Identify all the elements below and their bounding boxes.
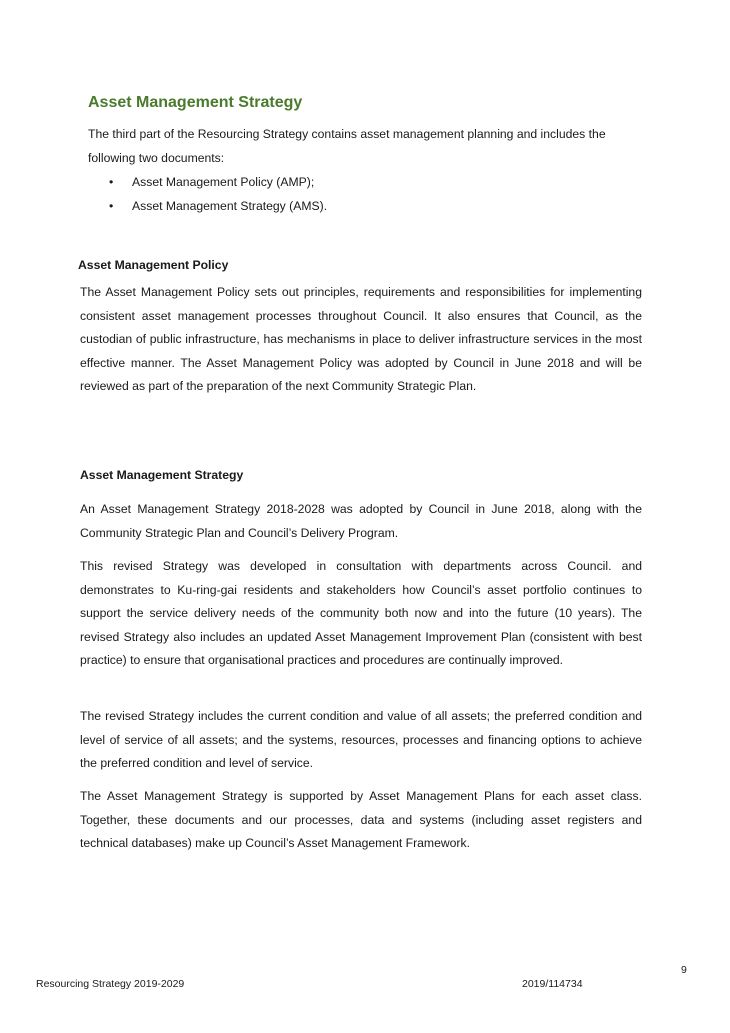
section-title: Asset Management Strategy (88, 94, 303, 111)
page-number: 9 (681, 964, 687, 976)
list-item-text: Asset Management Policy (AMP); (132, 175, 315, 189)
footer-reference-number: 2019/114734 (522, 978, 583, 990)
list-item-text: Asset Management Strategy (AMS). (132, 199, 328, 213)
strategy-paragraph-3: The revised Strategy includes the current condition and value of all assets; the preferred condition and level of service of all assets; and the systems, resources, processes and financing options to achieve the preferred condition and level of service. (80, 709, 642, 770)
policy-paragraph: The Asset Management Policy sets out principles, requirements and responsibilities for implementing consistent asset management processes throughout Council. It also ensures that Council, as the custodian of public infrastructure, has mechanisms in place to deliver infrastructure services in the most effective manner. The Asset Management Policy was adopted by Council in June 2018 and will be reviewed as part of the preparation of the next Community Strategic Plan. (80, 285, 642, 393)
document-list (108, 170, 327, 218)
bullet-icon: • (109, 199, 114, 213)
list-item (108, 194, 327, 218)
strategy-paragraph-1: An Asset Management Strategy 2018-2028 was adopted by Council in June 2018, along with the Community Strategic Plan and Council’s Delivery Program. (80, 502, 642, 540)
strategy-paragraph-2: This revised Strategy was developed in consultation with departments across Council. and demonstrates to Ku-ring-gai residents and stakeholders how Council’s asset portfolio continues to support the service delivery needs of the community both now and into the future (10 years). The revised Strategy also includes an updated Asset Management Improvement Plan (consistent with best practice) to ensure that organisational practices and procedures are continually improved. (80, 559, 642, 667)
strategy-paragraph-4: The Asset Management Strategy is supported by Asset Management Plans for each asset class. Together, these documents and our processes, data and systems (including asset registers and technical databases) make up Council’s Asset Management Framework. (80, 789, 642, 850)
list-item (108, 170, 327, 194)
strategy-heading: Asset Management Strategy (80, 468, 244, 482)
bullet-icon: • (109, 175, 114, 189)
footer-document-title: Resourcing Strategy 2019-2029 (36, 978, 185, 990)
intro-paragraph: The third part of the Resourcing Strategy contains asset management planning and includes the following two documents: (88, 127, 606, 165)
policy-heading: Asset Management Policy (78, 258, 229, 272)
